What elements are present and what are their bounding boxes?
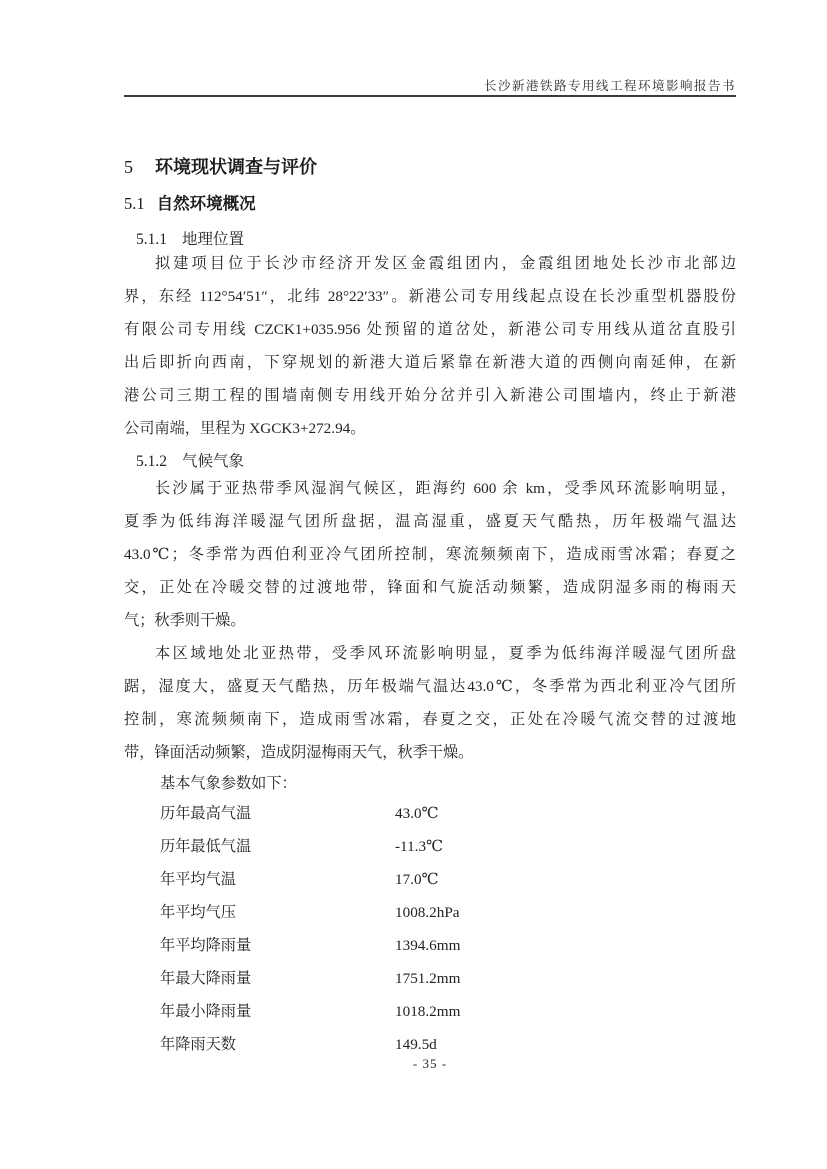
- paragraph-geography: [124, 247, 736, 445]
- chapter-heading: [124, 153, 736, 179]
- param-row: [124, 863, 736, 896]
- header-rule: [124, 95, 736, 97]
- text-line: 踞，湿度大，盛夏天气酷热，历年极端气温达43.0℃，冬季常为西北利亚冷气团所: [124, 678, 736, 695]
- param-row: [124, 896, 736, 929]
- param-value: 1394.6mm: [395, 937, 461, 954]
- text-line: 控制，寒流频频南下，造成雨雪冰霜，春夏之交，正处在冷暖气流交替的过渡地: [124, 711, 736, 728]
- param-value: 1018.2mm: [395, 1003, 461, 1020]
- subsection-title: 气候气象: [182, 453, 245, 470]
- section-heading: [124, 190, 736, 214]
- subsection-number: 5.1.2: [136, 453, 167, 470]
- param-value: 17.0℃: [395, 871, 439, 888]
- param-label: 年降雨天数: [160, 1036, 236, 1053]
- text-line: 有限公司专用线 CZCK1+035.956 处预留的道岔处，新港公司专用线从道岔直股引: [124, 321, 736, 338]
- section-title: 自然环境概况: [156, 195, 256, 213]
- text-line: 夏季为低纬海洋暖湿气团所盘据，温高湿重，盛夏天气酷热，历年极端气温达: [124, 513, 736, 530]
- text-line: 长沙属于亚热带季风湿润气候区，距海约 600 余 km，受季风环流影响明显，: [155, 480, 736, 497]
- text-line: 出后即折向西南，下穿规划的新港大道后紧靠在新港大道的西侧向南延伸，在新: [124, 354, 736, 371]
- paragraph-climate-1: [124, 472, 736, 637]
- text-line: 交，正处在冷暖交替的过渡地带，锋面和气旋活动频繁，造成阴湿多雨的梅雨天: [124, 579, 736, 596]
- param-row: [124, 929, 736, 962]
- text-line: 公司南端，里程为 XGCK3+272.94。: [124, 420, 366, 437]
- param-value: -11.3℃: [395, 838, 444, 855]
- param-value: 1008.2hPa: [395, 904, 460, 921]
- param-value: 149.5d: [395, 1036, 437, 1053]
- subsection-number: 5.1.1: [136, 231, 167, 248]
- param-label: 历年最高气温: [160, 805, 252, 822]
- param-label: 年平均气温: [160, 871, 236, 888]
- text-line: 本区域地处北亚热带，受季风环流影响明显，夏季为低纬海洋暖湿气团所盘: [155, 645, 736, 662]
- param-value: 1751.2mm: [395, 970, 461, 987]
- param-label: 年平均气压: [160, 904, 236, 921]
- met-params-list: [124, 797, 736, 1061]
- chapter-title: 环境现状调查与评价: [155, 157, 317, 177]
- page-header-title: 长沙新港铁路专用线工程环境影响报告书: [483, 79, 736, 93]
- text-line: 气；秋季则干燥。: [124, 612, 246, 629]
- param-label: 历年最低气温: [160, 838, 252, 855]
- param-label: 年平均降雨量: [160, 937, 252, 954]
- param-row: [124, 962, 736, 995]
- param-row: [124, 995, 736, 1028]
- param-row: [124, 830, 736, 863]
- param-label: 年最小降雨量: [160, 1003, 252, 1020]
- text-line: 界，东经 112°54′51″，北纬 28°22′33″。新港公司专用线起点设在长沙重型机器股份: [124, 288, 736, 305]
- page-number: - 35 -: [412, 1056, 448, 1071]
- section-number: 5.1: [124, 194, 145, 213]
- text-line: 43.0℃；冬季常为西伯利亚冷气团所控制，寒流频频南下，造成雨雪冰霜；春夏之: [124, 546, 736, 563]
- param-label: 年最大降雨量: [160, 970, 252, 987]
- subsection-heading-geography: [136, 227, 748, 249]
- met-params-intro: 基本气象参数如下：: [160, 775, 297, 792]
- chapter-number: 5: [124, 157, 133, 177]
- paragraph-climate-2: [124, 637, 736, 769]
- subsection-heading-climate: [136, 449, 748, 471]
- subsection-title: 地理位置: [182, 231, 245, 248]
- param-value: 43.0℃: [395, 805, 439, 822]
- text-line: 港公司三期工程的围墙南侧专用线开始分岔并引入新港公司围墙内，终止于新港: [124, 387, 736, 404]
- text-line: 带，锋面活动频繁，造成阴湿梅雨天气，秋季干燥。: [124, 744, 474, 761]
- param-row: [124, 797, 736, 830]
- text-line: 拟建项目位于长沙市经济开发区金霞组团内，金霞组团地处长沙市北部边: [155, 255, 736, 272]
